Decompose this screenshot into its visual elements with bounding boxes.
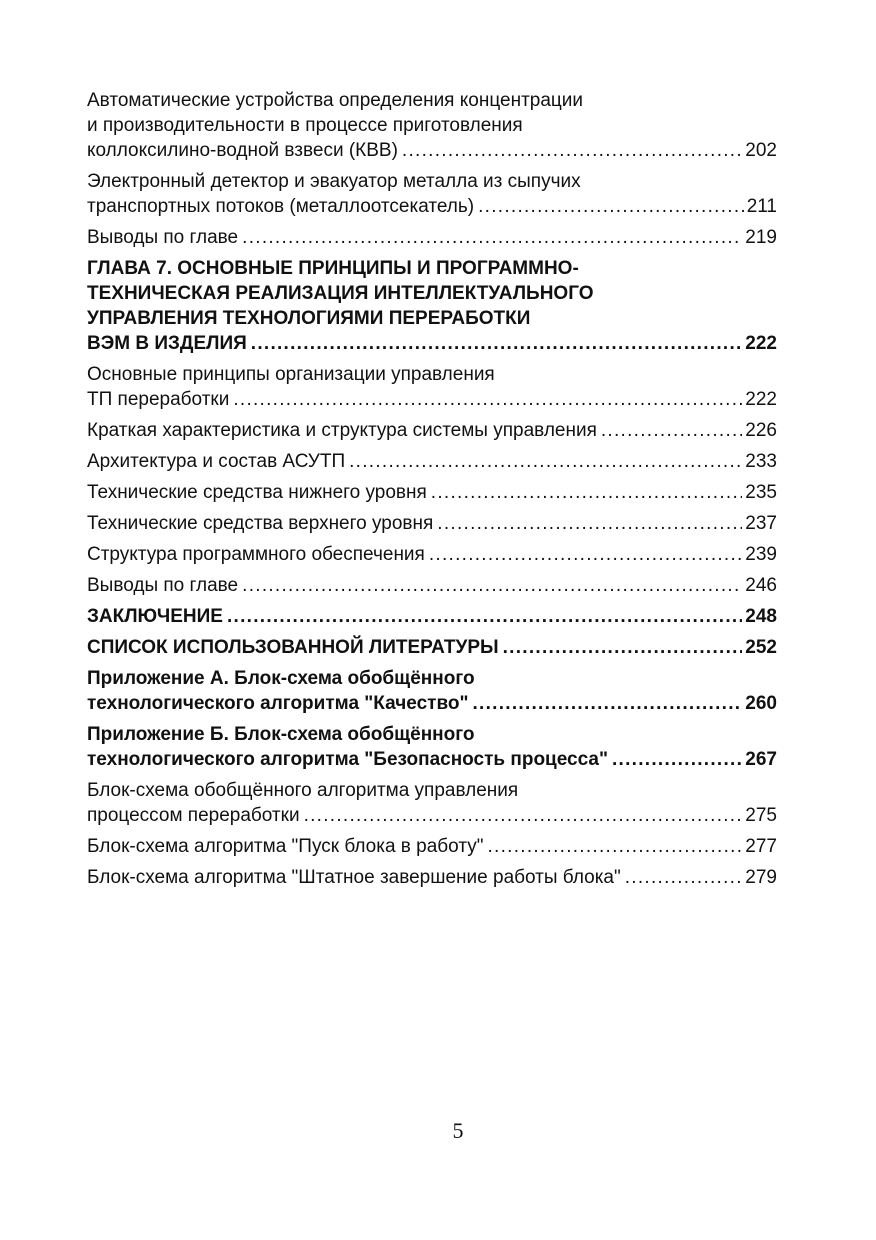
toc-entry-text: Блок-схема обобщённого алгоритма управления: [87, 780, 519, 801]
dot-leader: [242, 573, 742, 598]
toc-page-number: 267: [745, 749, 777, 770]
toc-page-number: 237: [745, 513, 777, 534]
toc-entry-text: Электронный детектор и эвакуатор металла из сыпучих: [87, 171, 581, 192]
dot-leader: [349, 449, 742, 474]
dot-leader: [242, 225, 742, 250]
toc-entry-text: Технические средства нижнего уровня: [87, 482, 427, 503]
toc-entry[interactable]: [87, 542, 777, 567]
toc-entry-text: технологического алгоритма "Качество": [87, 693, 469, 714]
toc-entry[interactable]: [87, 449, 777, 474]
toc-entry-text: ГЛАВА 7. ОСНОВНЫЕ ПРИНЦИПЫ И ПРОГРАММНО-: [87, 258, 579, 279]
dot-leader: [437, 511, 742, 536]
toc-entry-text: ЗАКЛЮЧЕНИЕ: [87, 606, 223, 627]
dot-leader: [251, 331, 743, 356]
toc-entry-text: УПРАВЛЕНИЯ ТЕХНОЛОГИЯМИ ПЕРЕРАБОТКИ: [87, 308, 531, 329]
toc-entry-text: Основные принципы организации управления: [87, 364, 495, 385]
toc-page-number: 275: [745, 805, 777, 826]
dot-leader: [233, 387, 742, 412]
toc-entry[interactable]: [87, 225, 777, 250]
dot-leader: [478, 194, 744, 219]
dot-leader: [429, 542, 742, 567]
toc-entry-text: и производительности в процессе приготовления: [87, 115, 523, 136]
toc-entry-text: ТЕХНИЧЕСКАЯ РЕАЛИЗАЦИЯ ИНТЕЛЛЕКТУАЛЬНОГО: [87, 283, 594, 304]
toc-entry[interactable]: [87, 480, 777, 505]
dot-leader: [402, 138, 742, 163]
toc-entry-text: технологического алгоритма "Безопасность процесса": [87, 749, 608, 770]
toc-page-number: 279: [745, 867, 777, 888]
toc-page-number: 252: [745, 637, 777, 658]
toc-entry-text: коллоксилино-водной взвеси (КВВ): [87, 140, 398, 161]
toc-page-number: 239: [745, 544, 777, 565]
dot-leader: [625, 865, 743, 890]
toc-conclusion-entry[interactable]: [87, 604, 777, 629]
toc-page-number: 248: [745, 606, 777, 627]
toc-page-number: 219: [745, 227, 777, 248]
toc-entry-text: ТП переработки: [87, 389, 230, 410]
toc-entry-text: Блок-схема алгоритма "Пуск блока в работу": [87, 836, 484, 857]
dot-leader: [612, 747, 742, 772]
dot-leader: [304, 803, 743, 828]
toc-entry[interactable]: [87, 169, 777, 219]
toc-entry-text: Структура программного обеспечения: [87, 544, 425, 565]
toc-entry[interactable]: [87, 778, 777, 828]
toc-entry[interactable]: [87, 511, 777, 536]
dot-leader: [227, 604, 742, 629]
toc-page-number: 222: [745, 333, 777, 354]
dot-leader: [472, 691, 742, 716]
toc-entry[interactable]: [87, 88, 777, 163]
toc-page-number: 233: [745, 451, 777, 472]
toc-entry[interactable]: [87, 573, 777, 598]
toc-appendix-entry[interactable]: [87, 666, 777, 716]
toc-page-number: 246: [745, 575, 777, 596]
toc-page-number: 211: [746, 196, 777, 217]
toc-page-number: 222: [745, 389, 777, 410]
toc-entry-text: Приложение А. Блок-схема обобщённого: [87, 668, 475, 689]
toc-page-number: 260: [745, 693, 777, 714]
dot-leader: [503, 635, 743, 660]
dot-leader: [431, 480, 743, 505]
toc-references-entry[interactable]: [87, 635, 777, 660]
toc-page-number: 277: [745, 836, 777, 857]
page-number: 5: [452, 1118, 464, 1143]
toc-page-number: 202: [745, 140, 777, 161]
toc-entry-text: Выводы по главе: [87, 227, 239, 248]
toc-entry[interactable]: [87, 418, 777, 443]
dot-leader: [488, 834, 743, 859]
toc-entry[interactable]: [87, 362, 777, 412]
toc-entry-text: Технические средства верхнего уровня: [87, 513, 434, 534]
toc-entry-text: ВЭМ В ИЗДЕЛИЯ: [87, 333, 247, 354]
toc-entry-text: Архитектура и состав АСУТП: [87, 451, 346, 472]
toc-appendix-entry[interactable]: [87, 722, 777, 772]
toc-entry-text: транспортных потоков (металлоотсекатель): [87, 196, 475, 217]
toc-entry-text: СПИСОК ИСПОЛЬЗОВАННОЙ ЛИТЕРАТУРЫ: [87, 637, 499, 658]
toc-page-number: 235: [745, 482, 777, 503]
toc-chapter-entry[interactable]: [87, 256, 777, 356]
toc-page-number: 226: [745, 420, 777, 441]
toc-entry-text: Краткая характеристика и структура системы управления: [87, 420, 597, 441]
dot-leader: [601, 418, 742, 443]
toc-entry-text: Выводы по главе: [87, 575, 239, 596]
table-of-contents: [87, 88, 777, 896]
toc-entry-text: Приложение Б. Блок-схема обобщённого: [87, 724, 475, 745]
toc-entry[interactable]: [87, 865, 777, 890]
toc-entry-text: процессом переработки: [87, 805, 300, 826]
toc-entry[interactable]: [87, 834, 777, 859]
toc-entry-text: Блок-схема алгоритма "Штатное завершение работы блока": [87, 867, 621, 888]
toc-entry-text: Автоматические устройства определения концентрации: [87, 90, 584, 111]
